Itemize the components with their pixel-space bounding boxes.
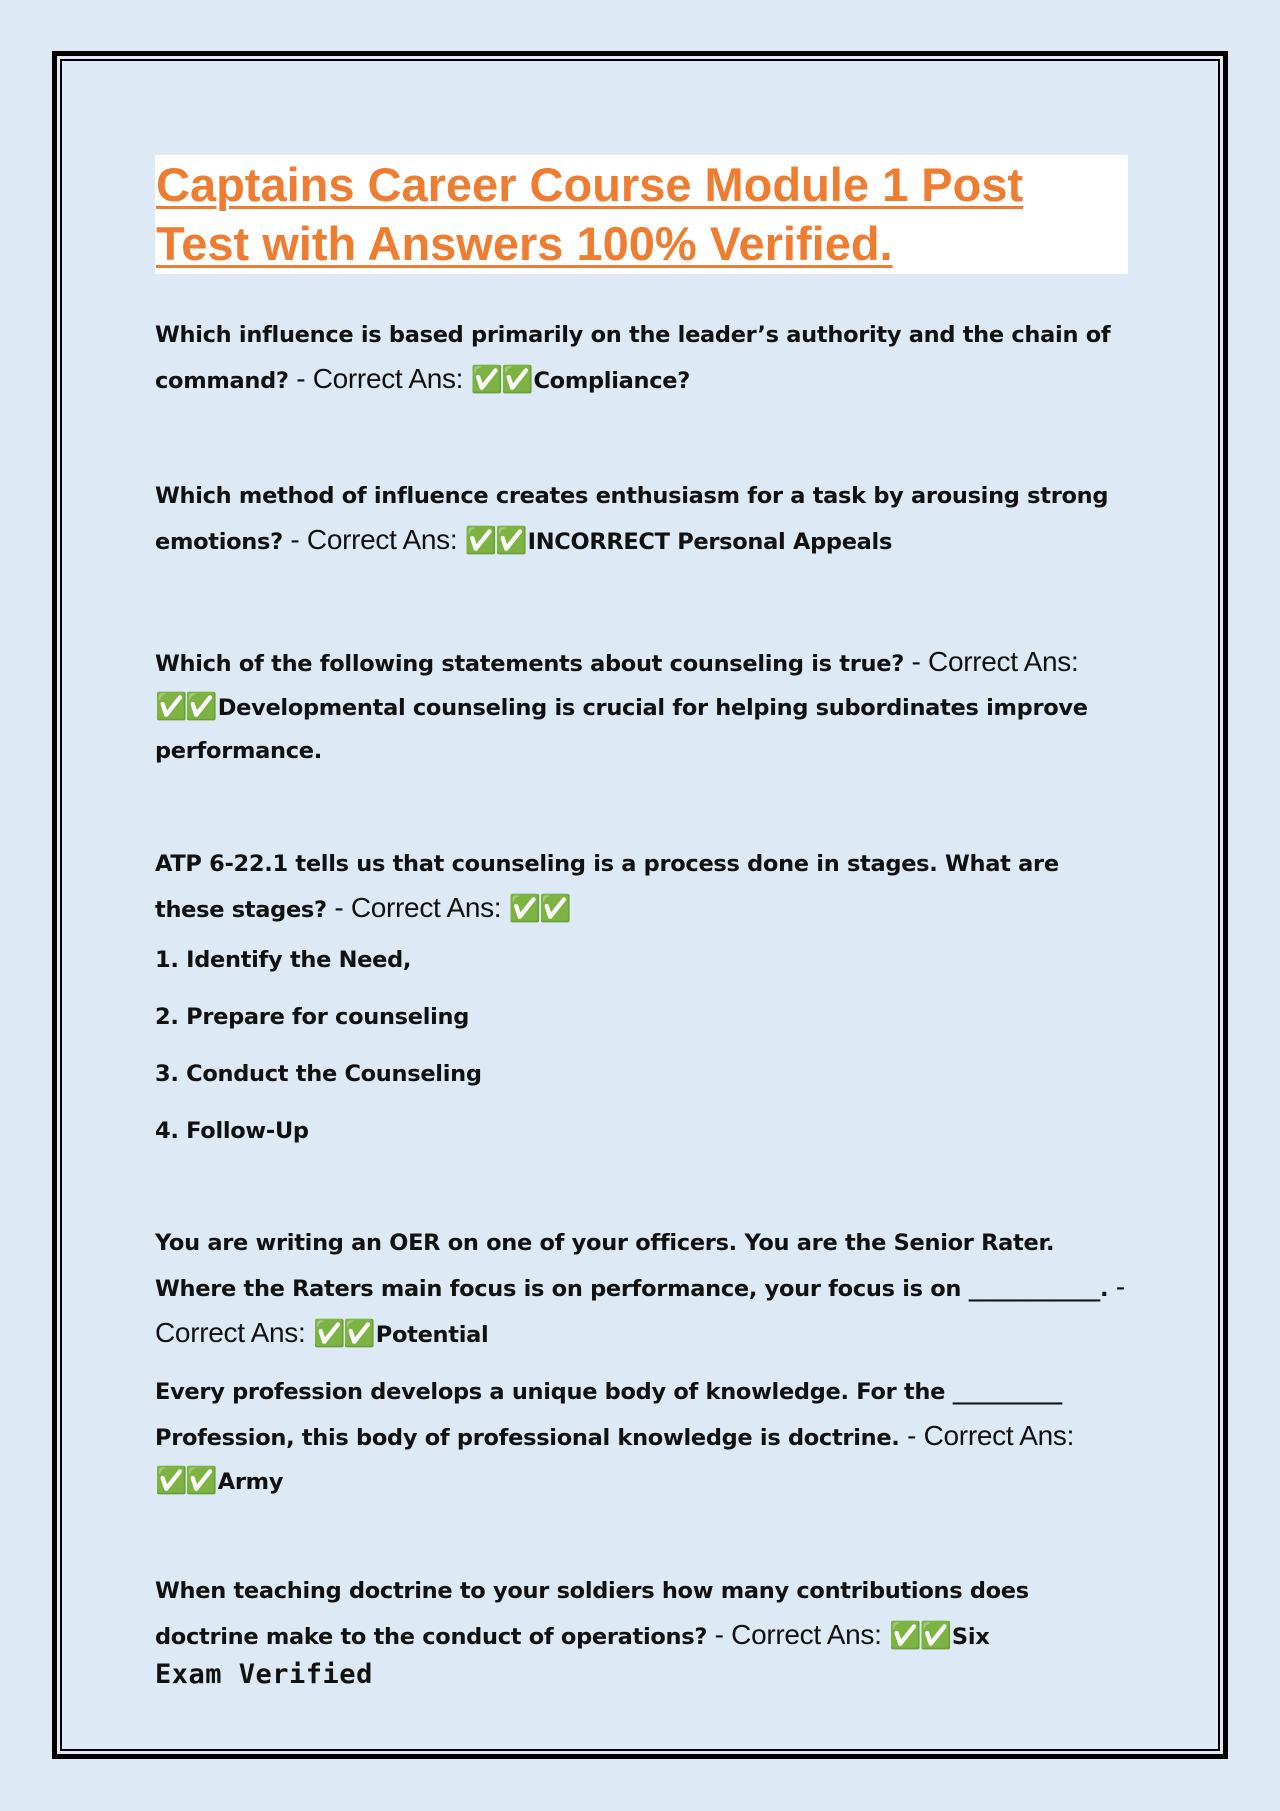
question-text: Which method of influence creates enthusiasm for a task by arousing strong emotions? (155, 483, 1109, 555)
qa-paragraph (155, 640, 1130, 773)
double-check-icon: ✅✅ (508, 894, 570, 924)
qa-item-4 (155, 843, 1130, 1160)
list-item: 4. Follow-Up (155, 1118, 309, 1144)
list-item: 1. Identify the Need, (155, 947, 412, 973)
qa-item-2 (155, 475, 1130, 564)
answer-label: - Correct Ans: (907, 1420, 1075, 1451)
question-text: Every profession develops a unique body of knowledge. For the __________ Profession, this body of professional knowledge is doctrine. (155, 1379, 1063, 1451)
double-check-icon: ✅✅ (155, 692, 216, 722)
answer-text: INCORRECT Personal Appeals (527, 529, 893, 555)
double-check-icon: ✅✅ (313, 1319, 374, 1349)
qa-paragraph (155, 843, 1130, 932)
answer-text: Potential (375, 1322, 489, 1348)
footer-brand: Exam Verified (155, 1659, 373, 1690)
double-check-icon: ✅✅ (464, 526, 526, 556)
qa-item-6 (155, 1371, 1130, 1504)
qa-paragraph (155, 1222, 1130, 1357)
answer-text: Six (951, 1624, 990, 1650)
qa-paragraph (155, 1570, 1130, 1659)
qa-item-7 (155, 1570, 1130, 1690)
list-item: 2. Prepare for counseling (155, 1004, 470, 1030)
qa-paragraph (155, 475, 1130, 564)
answer-text: Army (217, 1469, 284, 1495)
document-title: Captains Career Course Module 1 Post Test with Answers 100% Verified. (156, 158, 1024, 270)
answer-label: - Correct Ans: (290, 524, 458, 555)
list-item: 3. Conduct the Counseling (155, 1061, 482, 1087)
answer-label: - Correct Ans: (334, 892, 502, 923)
document-body (155, 155, 1130, 1690)
double-check-icon: ✅✅ (470, 365, 532, 395)
question-text: Which influence is based primarily on the leader’s authority and the chain of command? (155, 322, 1111, 394)
answer-label: - Correct Ans: (296, 363, 464, 394)
answer-text: Compliance? (533, 368, 690, 394)
question-text: When teaching doctrine to your soldiers how many contributions does doctrine make to the conduct of operations? (155, 1578, 1029, 1650)
qa-paragraph (155, 314, 1130, 403)
qa-item-5 (155, 1222, 1130, 1357)
question-text: You are writing an OER on one of your officers. You are the Senior Rater. Where the Raters main focus is on performance, your focus is on ____________. (155, 1230, 1109, 1302)
double-check-icon: ✅✅ (889, 1621, 950, 1651)
counseling-stages-list (155, 932, 1130, 1160)
question-text: ATP 6-22.1 tells us that counseling is a process done in stages. What are these stages? (155, 851, 1059, 923)
double-check-icon: ✅✅ (155, 1466, 216, 1496)
qa-item-1 (155, 314, 1130, 403)
answer-text: Developmental counseling is crucial for helping subordinates improve performance. (155, 695, 1088, 764)
title-box (155, 155, 1128, 274)
answer-label: - Correct Ans: (911, 646, 1079, 677)
qa-item-3 (155, 640, 1130, 773)
answer-label: - Correct Ans: (155, 1271, 1125, 1348)
qa-paragraph (155, 1371, 1130, 1504)
question-text: Which of the following statements about counseling is true? (155, 651, 904, 677)
answer-label: - Correct Ans: (714, 1619, 882, 1650)
